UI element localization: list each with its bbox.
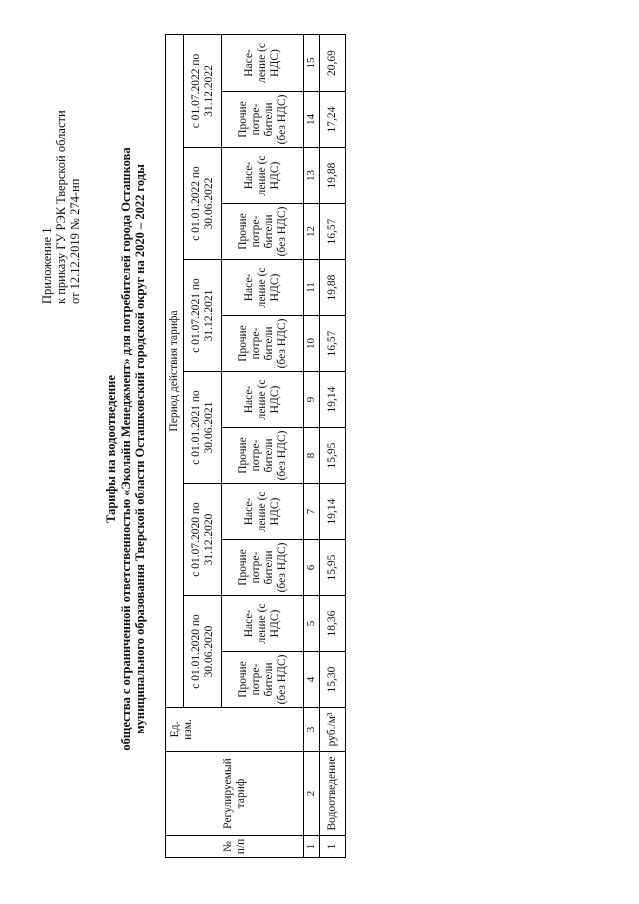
value-cell: 16,57 bbox=[320, 316, 346, 372]
col-number: 10 bbox=[304, 316, 320, 372]
col-number: 1 bbox=[304, 836, 320, 858]
value-cell: 16,57 bbox=[320, 204, 346, 260]
col-number: 11 bbox=[304, 260, 320, 316]
row-num: 1 bbox=[320, 836, 346, 858]
col-number: 13 bbox=[304, 148, 320, 204]
col-number: 6 bbox=[304, 540, 320, 596]
header-others: Прочие потре-бители (без НДС) bbox=[222, 540, 304, 596]
row-tariff: Водоотведение bbox=[320, 752, 346, 836]
header-tariff: Регулируемый тариф bbox=[166, 752, 304, 836]
period-5: с 01.01.2022 по 30.06.2022 bbox=[184, 148, 222, 260]
tariff-table bbox=[165, 34, 346, 858]
period-1: с 01.01.2020 по 30.06.2020 bbox=[184, 596, 222, 708]
header-population: Насе-ление (с НДС) bbox=[222, 260, 304, 316]
title-line-3: муниципального образования Тверской области Осташковский городской округ на 2020 – 2022 годы bbox=[133, 164, 147, 734]
col-number: 7 bbox=[304, 484, 320, 540]
value-cell: 19,88 bbox=[320, 148, 346, 204]
value-cell: 19,14 bbox=[320, 484, 346, 540]
header-unit: Ед. изм. bbox=[166, 708, 304, 752]
document-title bbox=[104, 34, 148, 864]
col-number: 5 bbox=[304, 596, 320, 652]
header-population: Насе-ление (с НДС) bbox=[222, 35, 304, 92]
period-2: с 01.07.2020 по 31.12.2020 bbox=[184, 484, 222, 596]
period-4: с 01.07.2021 по 31.12.2021 bbox=[184, 260, 222, 372]
col-number: 9 bbox=[304, 372, 320, 428]
title-line-2: общества с ограниченной ответственностью «Эколайн Менеджмент» для потребителей города Осташкова bbox=[118, 147, 133, 751]
value-cell: 19,88 bbox=[320, 260, 346, 316]
appendix-line-3: от 12.12.2019 № 274-нп bbox=[68, 178, 82, 304]
appendix-note bbox=[40, 24, 82, 304]
value-cell: 15,30 bbox=[320, 652, 346, 708]
header-others: Прочие потре-бители (без НДС) bbox=[222, 652, 304, 708]
header-others: Прочие потре-бители (без НДС) bbox=[222, 92, 304, 148]
header-num: № п/п bbox=[166, 836, 304, 858]
col-number: 14 bbox=[304, 92, 320, 148]
appendix-line-1: Приложение 1 bbox=[40, 227, 54, 304]
value-cell: 18,36 bbox=[320, 596, 346, 652]
column-number-row bbox=[304, 35, 320, 858]
period-6: с 01.07.2022 по 31.12.2022 bbox=[184, 35, 222, 148]
header-period: Период действия тарифа bbox=[166, 35, 184, 708]
header-population: Насе-ление (с НДС) bbox=[222, 148, 304, 204]
header-population: Насе-ление (с НДС) bbox=[222, 596, 304, 652]
title-line-1: Тарифы на водоотведение bbox=[104, 375, 118, 523]
row-unit: руб./м³ bbox=[320, 708, 346, 752]
value-cell: 15,95 bbox=[320, 428, 346, 484]
col-number: 2 bbox=[304, 752, 320, 836]
header-others: Прочие потре-бители (без НДС) bbox=[222, 428, 304, 484]
col-number: 4 bbox=[304, 652, 320, 708]
appendix-line-2: к приказу ГУ РЭК Тверской области bbox=[54, 110, 68, 304]
col-number: 12 bbox=[304, 204, 320, 260]
header-population: Насе-ление (с НДС) bbox=[222, 372, 304, 428]
col-number: 3 bbox=[304, 708, 320, 752]
period-3: с 01.01.2021 по 30.06.2021 bbox=[184, 372, 222, 484]
col-number: 8 bbox=[304, 428, 320, 484]
value-cell: 17,24 bbox=[320, 92, 346, 148]
header-population: Насе-ление (с НДС) bbox=[222, 484, 304, 540]
table-row bbox=[320, 35, 346, 858]
header-others: Прочие потре-бители (без НДС) bbox=[222, 204, 304, 260]
col-number: 15 bbox=[304, 35, 320, 92]
value-cell: 15,95 bbox=[320, 540, 346, 596]
header-others: Прочие потре-бители (без НДС) bbox=[222, 316, 304, 372]
value-cell: 19,14 bbox=[320, 372, 346, 428]
value-cell: 20,69 bbox=[320, 35, 346, 92]
